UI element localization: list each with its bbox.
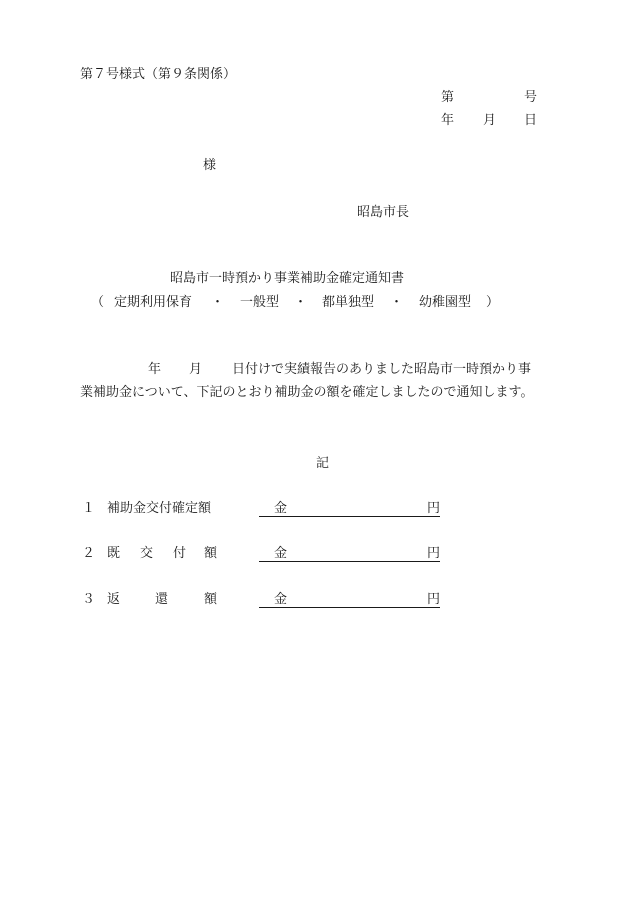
item-number: ３ (82, 592, 96, 607)
item-label-char: 付 (173, 546, 187, 561)
ki-heading: 記 (316, 456, 330, 471)
kin-label: 金 (274, 501, 288, 516)
type-teiki: 定期利用保育 (114, 295, 193, 310)
yen-label: 円 (427, 592, 441, 607)
item-label: 補助金交付確定額 (107, 501, 212, 516)
subtitle-open-paren: （ (91, 295, 105, 310)
item-number: ２ (82, 546, 96, 561)
type-youchien: 幼稚園型 (419, 295, 472, 310)
separator: ・ (390, 295, 404, 310)
document-title: 昭島市一時預かり事業補助金確定通知書 (170, 271, 405, 286)
item-label-char: 既 (107, 546, 121, 561)
item-number: １ (82, 501, 96, 516)
kin-label: 金 (274, 546, 288, 561)
body-month: 月 (189, 362, 203, 377)
item-label-char: 額 (204, 546, 218, 561)
separator: ・ (211, 295, 225, 310)
yen-label: 円 (427, 546, 441, 561)
item-label-char: 交 (140, 546, 154, 561)
addressee-suffix: 様 (203, 158, 217, 173)
amount-underline (259, 607, 440, 608)
subtitle-close-paren: ） (486, 295, 500, 310)
yen-label: 円 (427, 501, 441, 516)
item-label-char: 還 (155, 592, 169, 607)
amount-underline (259, 561, 440, 562)
number-prefix: 第 (441, 90, 455, 105)
type-ippan: 一般型 (240, 295, 280, 310)
body-year: 年 (148, 362, 162, 377)
number-suffix: 号 (524, 90, 538, 105)
date-month: 月 (483, 113, 497, 128)
amount-underline (259, 516, 440, 517)
body-line1: 日付けで実績報告のありました昭島市一時預かり事 (232, 362, 532, 377)
sender: 昭島市長 (357, 205, 410, 220)
item-label-char: 返 (107, 592, 121, 607)
type-totandoku: 都単独型 (322, 295, 375, 310)
date-year: 年 (441, 113, 455, 128)
separator: ・ (294, 295, 308, 310)
kin-label: 金 (274, 592, 288, 607)
item-label-char: 額 (204, 592, 218, 607)
date-day: 日 (524, 113, 538, 128)
form-header: 第７号様式（第９条関係） (80, 67, 237, 82)
body-line2: 業補助金について、下記のとおり補助金の額を確定しましたので通知します。 (80, 385, 534, 400)
